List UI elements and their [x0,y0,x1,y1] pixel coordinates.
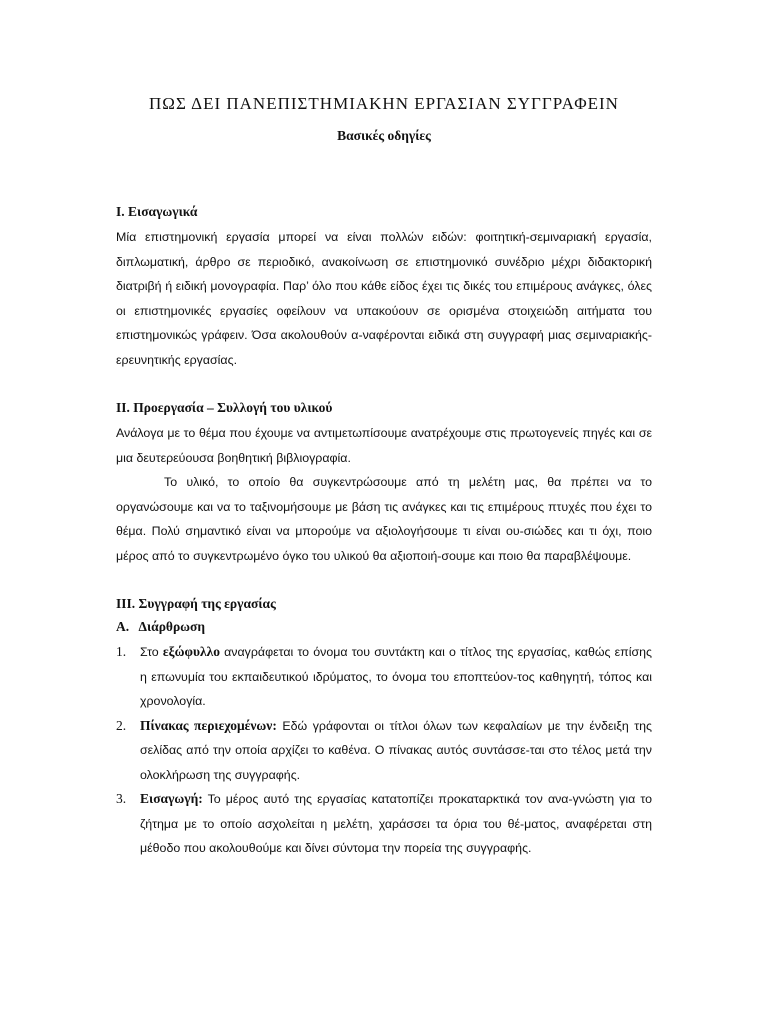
list-item-text: αναγράφεται το όνομα του συντάκτη και ο τίτλος της εργασίας, καθώς επίσης η επωνυμία του εκπαιδευτικού ιδρύματος, το όνομα του εποπτεύον-τος καθηγητή, τόπος και χρονολογία. [140,645,652,708]
list-item-number: 3. [116,791,127,806]
list-item-term: Πίνακας περιεχομένων: [140,717,277,733]
document-title: ΠΩΣ ΔΕΙ ΠΑΝΕΠΙΣΤΗΜΙΑΚΗΝ ΕΡΓΑΣΙΑΝ ΣΥΓΓΡΑΦΕΙΝ [149,94,619,113]
section-heading-writing: III. Συγγραφή της εργασίας [116,596,276,611]
list-item [116,714,652,788]
list-item-text: Το μέρος αυτό της εργασίας κατατοπίζει προκαταρκτικά τον ανα-γνώστη για το ζήτημα με το οποίο ασχολείται η μελέτη, χαράσσει τα όρια του θέ-ματος, αναφέρεται στη μέθοδο που ακολουθούμε και δίνει σύντομα την πορεία της συγγραφής. [140,792,652,855]
list-item [116,640,652,714]
list-item-term: Εισαγωγή: [140,791,203,806]
introduction-paragraph: Μία επιστημονική εργασία μπορεί να είναι πολλών ειδών: φοιτητική-σεμιναριακή εργασία, διπλωματική, άρθρο σε περιοδικό, ανακοίνωση σε επιστημονικό συνέδριο μέχρι διδακτορική διατριβή ή ειδική μονογραφία. Παρ’ όλο που κάθε είδος έχει τις δικές του επιμέρους ανάγκες, όλες οι επιστημονικές εργασίες οφείλουν να υπακούουν σε ορισμένα στοιχειώδη αιτήματα του επιστημονικώς γράφειν. Όσα ακολουθούν α-ναφέρονται ειδικά στη συγγραφή μιας σεμιναριακής-ερευνητικής εργασίας. [116,230,652,367]
list-item-term: εξώφυλλο [162,644,220,659]
section-heading-introduction: I. Εισαγωγικά [116,204,198,219]
list-item-text: Εδώ γράφονται οι τίτλοι όλων των κεφαλαίων με την ένδειξη της σελίδας από την οποία αρχίζει το καθένα. Ο πίνακας αυτός συντάσσε-ται στο τέλος μετά την ολοκλήρωση της συγγραφής. [140,718,652,782]
list-item-number: 2. [116,717,127,733]
spacer [116,568,652,594]
preparation-paragraph-1: Ανάλογα με το θέμα που έχουμε να αντιμετωπίσουμε ανατρέχουμε στις πρωτογενείς πηγές και σε μια δευτερεύουσα βοηθητική βιβλιογραφία. [116,426,652,465]
list-item [116,787,652,861]
list-item-number: 1. [116,644,127,659]
section-heading-preparation: II. Προεργασία – Συλλογή του υλικού [116,400,333,415]
document-subtitle: Βασικές οδηγίες [337,128,431,143]
structure-list [116,640,652,861]
preparation-paragraph-2: Το υλικό, το οποίο θα συγκεντρώσουμε από τη μελέτη μας, θα πρέπει να το οργανώσουμε και να το ταξινομήσουμε με βάση τις ανάγκες και τις επιμέρους πτυχές που έχει το θέμα. Πολύ σημαντικό είναι να μπορούμε να αξιολογήσουμε τι είναι ου-σιώδες και τι όχι, ποιο μέρος από το συγκεντρωμένο όγκο του υλικού θα αξιοποιή-σουμε και ποιο θα παραβλέψουμε. [116,475,652,563]
list-item-lead: Στο [140,645,163,659]
spacer [116,372,652,398]
subheading-structure: Α. Διάρθρωση [116,619,206,634]
